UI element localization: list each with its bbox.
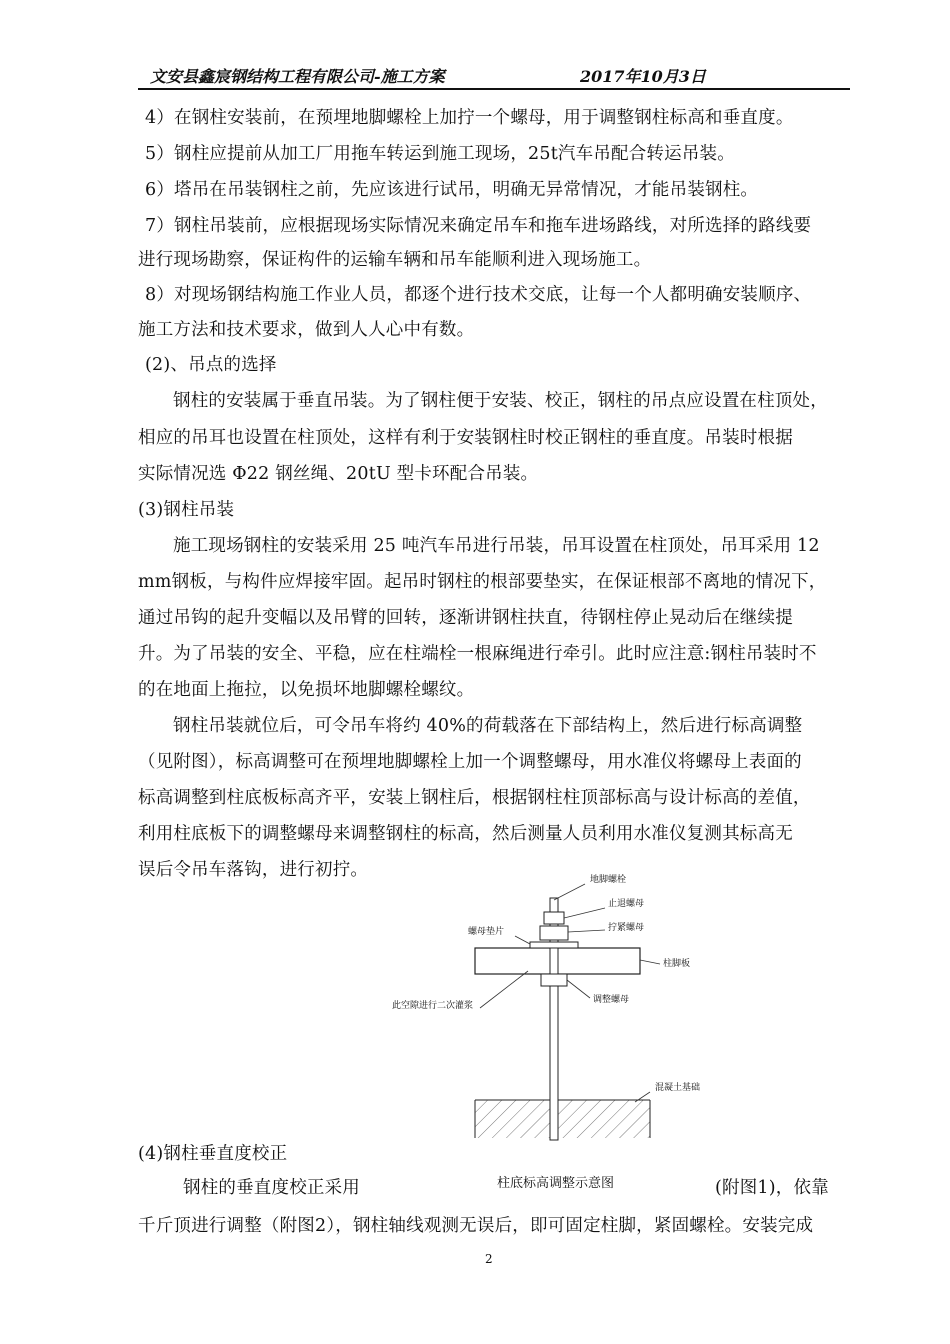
page-number: 2	[485, 1252, 493, 1266]
text-line: mm钢板，与构件应焊接牢固。起吊时钢柱的根部要垫实，在保证根部不离地的情况下，	[138, 572, 827, 592]
text-line: 4）在钢柱安装前，在预埋地脚螺栓上加拧一个螺母，用于调整钢柱标高和垂直度。	[145, 108, 794, 128]
text-line: 钢柱吊装就位后，可令吊车将约 40%的荷载落在下部结构上，然后进行标高调整	[173, 716, 803, 736]
header-date: 2017年10月3日	[580, 67, 706, 86]
header-company: 文安县鑫宸钢结构工程有限公司-施工方案	[150, 67, 445, 86]
text-line: 的在地面上拖拉，以免损坏地脚螺栓螺纹。	[138, 680, 475, 700]
section-heading: (3)钢柱吊装	[138, 500, 235, 520]
text-line: 千斤顶进行调整（附图2），钢柱轴线观测无误后，即可固定柱脚，紧固螺栓。安装完成	[138, 1216, 814, 1236]
text-line: 误后令吊车落钩，进行初拧。	[138, 860, 369, 880]
text-line: （见附图），标高调整可在预埋地脚螺栓上加一个调整螺母，用水准仪将螺母上表面的	[138, 752, 802, 772]
concrete-foundation	[475, 1100, 650, 1138]
text-line: 通过吊钩的起升变幅以及吊臂的回转，逐渐讲钢柱扶直，待钢柱停止晃动后在继续提	[138, 608, 793, 628]
text-line: 施工现场钢柱的安装采用 25 吨汽车吊进行吊装，吊耳设置在柱顶处，吊耳采用 12	[173, 536, 820, 556]
section-heading: (2)、吊点的选择	[145, 355, 277, 375]
text-line: 钢柱的安装属于垂直吊装。为了钢柱便于安装、校正，钢柱的吊点应设置在柱顶处，	[173, 391, 828, 411]
label-adjust-nut: 调整螺母	[593, 995, 630, 1005]
text-line: 7）钢柱吊装前，应根据现场实际情况来确定吊车和拖车进场路线，对所选择的路线要	[145, 216, 812, 236]
label-stop-nut: 止退螺母	[608, 899, 645, 909]
column-base-elevation-diagram	[380, 868, 720, 1148]
text-line: 5）钢柱应提前从加工厂用拖车转运到施工现场，25t汽车吊配合转运吊装。	[145, 144, 735, 164]
text-line: 施工方法和技术要求，做到人人心中有数。	[138, 320, 475, 340]
label-anchor-bolt: 地脚螺栓	[590, 875, 627, 885]
label-tight-nut: 拧紧螺母	[608, 923, 645, 933]
label-concrete: 混凝土基础	[655, 1083, 701, 1093]
page-header	[138, 62, 850, 90]
label-washer: 螺母垫片	[468, 927, 505, 937]
text-line: 8）对现场钢结构施工作业人员，都逐个进行技术交底，让每一个人都明确安装顺序、	[145, 285, 812, 305]
figure-caption: 柱底标高调整示意图	[497, 1176, 615, 1191]
text-line: 进行现场勘察，保证构件的运输车辆和吊车能顺利进入现场施工。	[138, 250, 652, 270]
section-heading: (4)钢柱垂直度校正	[138, 1144, 288, 1164]
text-line: 钢柱的垂直度校正采用	[183, 1178, 360, 1198]
text-line: 相应的吊耳也设置在柱顶处，这样有利于安装钢柱时校正钢柱的垂直度。吊装时根据	[138, 428, 793, 448]
text-line: 升。为了吊装的安全、平稳，应在柱端栓一根麻绳进行牵引。此时应注意:钢柱吊装时不	[138, 644, 817, 664]
text-line: 6）塔吊在吊装钢柱之前，先应该进行试吊，明确无异常情况，才能吊装钢柱。	[145, 180, 759, 200]
text-line: (附图1)，依靠	[715, 1178, 829, 1198]
leader-lines	[480, 884, 660, 1102]
text-line: 标高调整到柱底板标高齐平，安装上钢柱后，根据钢柱柱顶部标高与设计标高的差值，	[138, 788, 811, 808]
label-base-plate: 柱脚板	[663, 959, 691, 969]
label-grout: 此空隙进行二次灌浆	[392, 1001, 474, 1011]
text-line: 实际情况选 Φ22 钢丝绳、20tU 型卡环配合吊装。	[138, 464, 539, 484]
text-line: 利用柱底板下的调整螺母来调整钢柱的标高，然后测量人员利用水准仪复测其标高无	[138, 824, 793, 844]
